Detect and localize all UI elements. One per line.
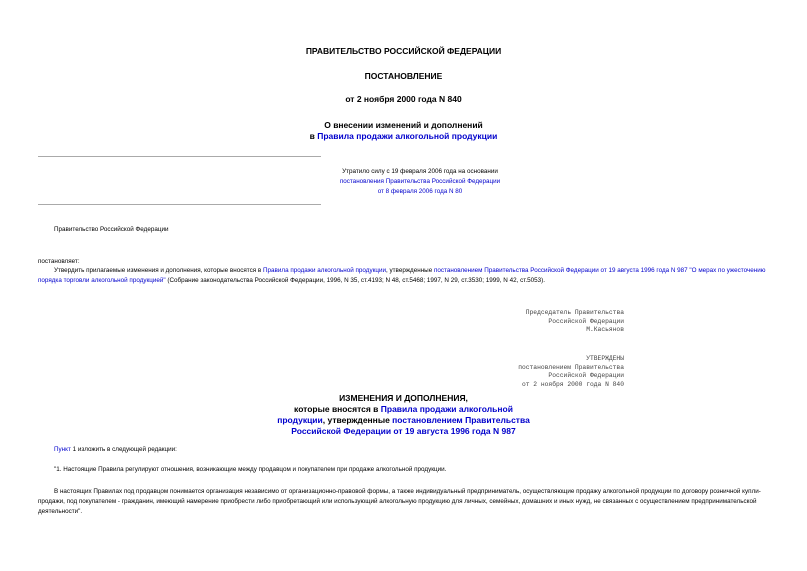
signature-line2: Российской Федерации [548,317,624,325]
signature-line1: Председатель Правительства [525,309,624,316]
paragraph-approve [38,266,773,286]
signature-block [440,309,624,335]
item-1-text: 1 изложить в следующей редакции: [70,446,177,453]
decree-987-link[interactable]: постановлением Правительства Российской Федерации от 19 августа 1996 года N 987 "О мерах по ужесточению порядка торговли алкогольной продукцией" [38,267,766,284]
quote-paragraph-1: "1. Настоящие Правила регулируют отношения, возникающие между продавцом и покупателем при продаже алкогольной продукции. [54,466,447,473]
document-date-number: от 2 ноября 2000 года N 840 [345,94,462,104]
changes-title-text-a: которые вносятся в [294,404,381,414]
changes-decree-link[interactable]: постановлением Правительства [392,415,530,425]
approved-line2: постановлением Правительства [518,363,624,371]
changes-decree-link-cont[interactable]: Российской Федерации от 19 августа 1996 года N 987 [291,426,516,436]
repeal-decree-date-link[interactable]: от 8 февраля 2006 года N 80 [377,188,463,195]
changes-title-text-b: , утвержденные [322,415,393,425]
approved-line1: УТВЕРЖДЕНЫ [586,355,624,362]
divider-top [38,156,321,157]
organization-heading: ПРАВИТЕЛЬСТВО РОССИЙСКОЙ ФЕДЕРАЦИИ [305,46,502,56]
changes-title-line3 [0,415,807,426]
decree-word: постановляет: [38,258,80,265]
changes-title-line2 [0,404,807,415]
definitions-paragraph: В настоящих Правилах под продавцом понимается организация независимо от организационно-правовой формы, а также индивидуальный предприниматель, осуществляющие продажу алкогольной продукции по договору розничной купли-продажи, под покупателем - гражданин, имеющий намерение приобрести либо приобретающий или использующий алкогольную продукцию для личных, семейных, домашних и иных нужд, не связанных с осуществлением предпринимательской деятельности". [38,488,761,515]
p1-text-a: Утвердить прилагаемые изменения и дополнения, которые вносятся в [54,267,264,274]
changes-title [0,393,807,437]
changes-title-line1: ИЗМЕНЕНИЯ И ДОПОЛНЕНИЯ, [339,393,468,403]
approved-line4: от 2 ноября 2000 года N 840 [521,380,624,388]
document-title-line2 [0,131,807,141]
p1-text-c: (Собрание законодательства Российской Федерации, 1996, N 35, ст.4193; N 48, ст.5468; 1997, N 29, ст.3530; 1999, N 42, ст.5053). [165,277,546,284]
divider-bottom [38,204,321,205]
item-1 [54,445,177,455]
title-prefix: в [309,131,318,141]
p1-text-b: , утвержденные [386,267,434,274]
approved-block [440,355,624,389]
document-title-line1: О внесении изменений и дополнений [324,120,483,130]
signature-line3: М.Касьянов [586,326,624,333]
status-line1: Утратило силу с 19 февраля 2006 года на основании [342,168,498,175]
changes-rules-link[interactable]: Правила продажи алкогольной [380,404,513,414]
document-type: ПОСТАНОВЛЕНИЕ [364,71,443,81]
repeal-decree-link[interactable]: постановления Правительства Российской Федерации [339,178,501,185]
rules-link-2[interactable]: Правила продажи алкогольной продукции [263,267,387,274]
rules-link[interactable]: Правила продажи алкогольной продукции [317,131,498,141]
changes-rules-link-cont[interactable]: продукции [277,415,323,425]
status-block [300,167,540,197]
issuing-authority: Правительство Российской Федерации [54,226,169,233]
item-1-link[interactable]: Пункт [54,446,71,453]
approved-line3: Российской Федерации [548,372,624,379]
